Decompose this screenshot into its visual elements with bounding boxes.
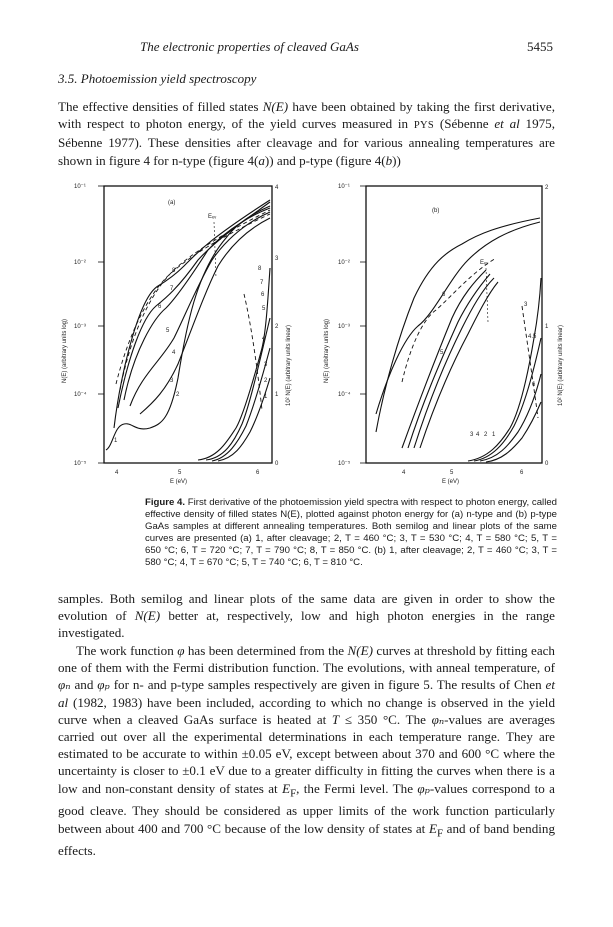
panel-b — [324, 184, 564, 485]
energy-annotation: Eₑᵥ — [480, 260, 489, 266]
curve-label: 4 — [476, 432, 480, 438]
panel-ref-a: a — [258, 152, 265, 168]
text-run: for n- and p-type samples respectively are given in figure 5. The results of Chen — [109, 677, 546, 693]
curve-label: 3 — [470, 432, 474, 438]
curve-a-log-dashed — [116, 214, 270, 384]
figure-4 — [58, 178, 583, 490]
curve-label: 7 — [170, 286, 174, 292]
symbol-NE: N(E) — [262, 99, 289, 114]
text-run: and — [70, 677, 98, 693]
paragraph-work-function — [58, 642, 555, 860]
left-axis-label: N(E) (arbitrary units log) — [324, 318, 330, 383]
caption-text: First derivative of the photoemission yield spectra with respect to photon energy, called effective density of filled states N(E), plotted against photon energy for (a) n-type and (b) p-type GaAs samples at different annealing temperatures. Both semilog and linear plots of the same curves are presented (a) 1, after cleavage; 2, T = 460 °C; 3, T = 530 °C; 4, T = 580 °C; 5, T = 650 °C; 6, T = 720 °C; 7, T = 790 °C; 8, T = 850 °C. (b) 1, after cleavage; 2, T = 460 °C; 3, T = 580 °C; 4, T = 670 °C; 5, T = 740 °C; 6, T = 810 °C. — [145, 497, 557, 569]
curve-a-log — [124, 208, 270, 400]
figure-caption — [145, 497, 557, 570]
text-run: and of band bending effects. — [58, 820, 556, 859]
linear-tick: 4 — [275, 185, 279, 191]
log-tick: 10⁻² — [74, 260, 86, 266]
paragraph-plots — [58, 590, 555, 642]
log-tick: 10⁻⁴ — [74, 392, 87, 398]
curve-label: 2 — [484, 432, 488, 438]
running-title: The electronic properties of cleaved GaAs — [140, 39, 359, 54]
symbol-phi-p: φₚ — [417, 780, 430, 796]
linear-tick: 1 — [545, 324, 549, 330]
curve-a-linear — [206, 318, 270, 460]
curve-b-log — [376, 222, 540, 414]
symbol-NE: N(E) — [134, 608, 161, 624]
linear-tick: 2 — [275, 324, 279, 330]
curve-label: 4 — [262, 336, 266, 342]
text-run: better at, respectively, low and high photon energies in the range investigated. — [58, 608, 555, 641]
curve-label: 1 — [114, 438, 118, 444]
curve-label: 2 — [264, 378, 268, 384]
curve-b-log — [376, 218, 540, 432]
x-tick: 6 — [256, 470, 260, 476]
log-tick: 10⁻⁵ — [338, 461, 351, 467]
text-run: curves at threshold by fitting each one of them with the Fermi distribution function. The evolutions, with anneal temperature, of — [58, 643, 555, 676]
subscript-F: F — [436, 827, 444, 840]
curve-label: 3 — [524, 302, 528, 308]
page-number: 5455 — [527, 39, 553, 54]
linear-tick: 3 — [275, 256, 279, 262]
x-axis-label: E (eV) — [170, 479, 188, 485]
linear-tick: 0 — [275, 461, 279, 467]
curve-label: 6 — [442, 292, 446, 298]
curve-label: 2 — [176, 392, 180, 398]
text-run: (1982, 1983) have been included, according to which no change is observed in the yield curve when a cleaved GaAs surface is heated at — [58, 694, 555, 727]
symbol-phi-n: φₙ — [431, 711, 445, 727]
curve-b-log — [420, 282, 498, 448]
panel-label: (b) — [432, 208, 440, 214]
symbol-phi-p: φₚ — [97, 677, 110, 693]
symbol-E: E — [428, 820, 437, 836]
symbol-E: E — [282, 780, 291, 796]
panel-label: (a) — [168, 200, 176, 206]
subscript-F: F — [290, 787, 297, 800]
curve-label: 8 — [172, 268, 176, 274]
citation-et-al: et al — [58, 677, 555, 710]
curve-a-log — [140, 218, 270, 414]
text-run: , the Fermi level. The — [296, 780, 418, 796]
text-run: -values are averages carried out over all the experimental determinations in each temperature range. They are estimated to be accurate to within ±0.05 eV, except between about 370 and 600 °C where the uncertainty is closer to ±0.1 eV due to a greater difficulty in fitting the curves when there is a low and non-constant density of states at — [58, 711, 556, 796]
curve-label: 5 — [166, 328, 170, 334]
symbol-phi-n: φₙ — [58, 677, 71, 693]
figure-4-plots — [58, 178, 583, 490]
x-tick: 4 — [402, 470, 406, 476]
text-run: -values correspond to a good cleave. They should be considered as upper limits of the work function particularly between about 400 and 700 °C because of the low density of states at — [58, 780, 555, 836]
curve-label: 3 — [264, 362, 268, 368]
curve-label: 5 — [440, 350, 444, 356]
citation-et-al: et al — [494, 116, 520, 132]
text-run: (Sébenne — [434, 116, 495, 132]
x-tick: 6 — [520, 470, 524, 476]
curve-label: 1 — [492, 432, 496, 438]
curve-label: 8 — [258, 266, 262, 272]
text-run: The work function — [76, 643, 178, 658]
text-run: )) — [392, 152, 401, 168]
text-run: 1975, Sébenne 1977). These densities after cleavage and for various annealing temperatures are shown in figure 4 for n-type (figure 4( — [58, 116, 556, 168]
log-tick: 10⁻¹ — [338, 184, 350, 190]
curve-label: 4 — [172, 350, 176, 356]
text-run: samples. Both semilog and linear plots of the same data are given in order to show the evolution of — [58, 591, 555, 624]
symbol-phi: φ — [177, 643, 185, 658]
curve-label: 7 — [260, 280, 264, 286]
text-run: )) and p-type (figure 4( — [264, 152, 386, 168]
x-tick: 5 — [450, 470, 454, 476]
curve-label: 3 — [170, 378, 174, 384]
curve-a-log — [114, 200, 270, 428]
log-tick: 10⁻⁵ — [74, 461, 87, 467]
curve-label: 6 — [261, 292, 265, 298]
curve-a-linear-dashed — [244, 294, 262, 410]
paragraph-intro — [58, 98, 555, 169]
curve-a-log — [130, 212, 270, 406]
x-tick: 4 — [115, 470, 119, 476]
section-heading: 3.5. Photoemission yield spectroscopy — [58, 71, 257, 86]
linear-tick: 2 — [545, 185, 549, 191]
symbol-NE: N(E) — [347, 643, 373, 658]
curve-b-log-dashed — [402, 258, 496, 382]
curve-label: 5 — [262, 306, 266, 312]
log-tick: 10⁻⁴ — [338, 392, 351, 398]
log-tick: 10⁻² — [338, 260, 350, 266]
panel-a — [62, 184, 292, 485]
text-run: ≤ 350 °C. The — [339, 711, 432, 727]
text-run: has been determined from the — [184, 643, 348, 658]
panel-ref-b: b — [385, 152, 393, 168]
symbol-T: T — [331, 711, 340, 727]
abbrev-pys: PYS — [413, 120, 435, 132]
left-axis-label: N(E) (arbitrary units log) — [62, 318, 68, 383]
right-axis-label: 10² N(E) (arbitrary units linear) — [286, 324, 292, 406]
log-tick: 10⁻³ — [74, 324, 86, 330]
curve-label: 1 — [264, 394, 268, 400]
curve-label: 6 — [532, 382, 536, 388]
linear-tick: 1 — [275, 392, 279, 398]
linear-tick: 0 — [545, 461, 549, 467]
text-run: have been obtained by taking the first derivative, with respect to photon energy, of the yield curves measured in — [58, 99, 555, 132]
energy-annotation: Eₑᵥ — [208, 214, 217, 220]
curve-label: 6 — [158, 304, 162, 310]
log-tick: 10⁻¹ — [74, 184, 86, 190]
x-axis-label: E (eV) — [442, 479, 460, 485]
text-run: The effective densities of filled states — [58, 99, 263, 114]
caption-label: Figure 4. — [145, 497, 186, 508]
curve-label: 4.5 — [528, 334, 537, 340]
right-axis-label: 10² N(E) (arbitrary units linear) — [558, 324, 564, 406]
log-tick: 10⁻³ — [338, 324, 350, 330]
x-tick: 5 — [178, 470, 182, 476]
